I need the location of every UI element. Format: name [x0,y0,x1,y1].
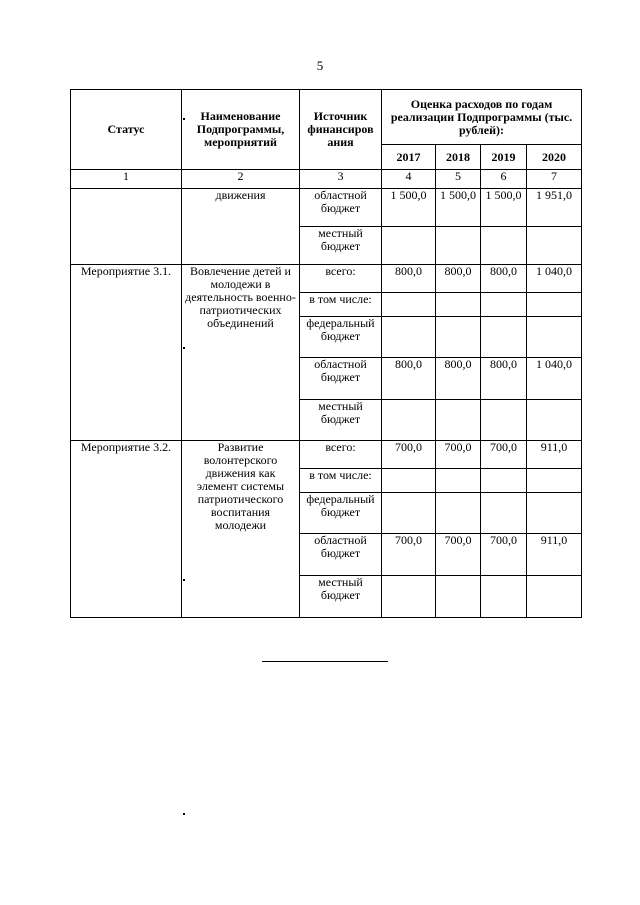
header-year: 2018 [436,145,481,170]
value-cell [382,576,436,618]
value-cell [527,469,582,493]
value-cell [527,576,582,618]
column-number: 2 [182,170,300,189]
funding-source: федеральный бюджет [300,493,382,534]
table-row [71,265,582,293]
value-cell: 1 500,0 [481,189,527,227]
column-number: 3 [300,170,382,189]
scan-speck [183,347,185,349]
funding-source: всего: [300,441,382,469]
value-cell [481,317,527,358]
value-cell: 1 040,0 [527,265,582,293]
measure-status: Мероприятие 3.2. [71,441,182,618]
header-estimate: Оценка расходов по годам реализации Подпрограммы (тыс. рублей): [382,90,582,145]
value-cell [436,293,481,317]
value-cell [481,400,527,441]
header-year: 2019 [481,145,527,170]
value-cell [436,317,481,358]
value-cell: 800,0 [382,265,436,293]
value-cell: 800,0 [436,265,481,293]
value-cell: 800,0 [436,358,481,400]
value-cell [481,227,527,265]
funding-source: в том числе: [300,293,382,317]
value-cell [481,576,527,618]
end-divider-line [262,661,388,662]
funding-source: местный бюджет [300,227,382,265]
value-cell: 1 500,0 [382,189,436,227]
column-numbers-row [71,170,582,189]
header-year: 2017 [382,145,436,170]
header-year: 2020 [527,145,582,170]
value-cell [382,317,436,358]
value-cell [527,493,582,534]
column-number: 7 [527,170,582,189]
funding-source: всего: [300,265,382,293]
value-cell [527,400,582,441]
value-cell [382,227,436,265]
value-cell: 700,0 [382,441,436,469]
value-cell [436,400,481,441]
header-status: Статус [71,90,182,170]
funding-source: в том числе: [300,469,382,493]
measure-name: Вовлечение детей и молодежи в деятельность военно-патриотических объединений [182,265,300,441]
value-cell: 800,0 [382,358,436,400]
value-cell [481,493,527,534]
value-cell [527,317,582,358]
value-cell: 1 500,0 [436,189,481,227]
column-number: 6 [481,170,527,189]
value-cell: 1 951,0 [527,189,582,227]
value-cell [436,493,481,534]
value-cell [382,400,436,441]
header-source: Источник финансиров ания [300,90,382,170]
value-cell [436,227,481,265]
status-cell [71,189,182,265]
value-cell: 1 040,0 [527,358,582,400]
funding-source: местный бюджет [300,576,382,618]
scan-speck [183,579,185,581]
value-cell [481,469,527,493]
funding-source: федеральный бюджет [300,317,382,358]
column-number: 4 [382,170,436,189]
funding-source: областной бюджет [300,189,382,227]
value-cell [436,576,481,618]
value-cell: 700,0 [481,441,527,469]
funding-source: местный бюджет [300,400,382,441]
column-number: 1 [71,170,182,189]
value-cell: 911,0 [527,441,582,469]
page-number: 5 [316,58,324,73]
value-cell: 700,0 [481,534,527,576]
column-number: 5 [436,170,481,189]
table-row [71,441,582,469]
value-cell [382,293,436,317]
value-cell: 700,0 [436,534,481,576]
value-cell: 800,0 [481,358,527,400]
value-cell [382,469,436,493]
value-cell [436,469,481,493]
measure-status: Мероприятие 3.1. [71,265,182,441]
funding-source: областной бюджет [300,358,382,400]
value-cell: 700,0 [436,441,481,469]
scan-speck [183,118,185,120]
value-cell: 800,0 [481,265,527,293]
table-row [71,189,582,227]
value-cell [481,293,527,317]
header-name: Наименование Подпрограммы, мероприятий [182,90,300,170]
value-cell: 700,0 [382,534,436,576]
budget-table [70,89,582,618]
value-cell [527,227,582,265]
value-cell [527,293,582,317]
scan-speck [183,813,185,815]
measure-name: движения [182,189,300,265]
funding-source: областной бюджет [300,534,382,576]
value-cell [382,493,436,534]
value-cell: 911,0 [527,534,582,576]
measure-name: Развитие волонтерского движения как элемент системы патриотического воспитания молодежи [182,441,300,618]
